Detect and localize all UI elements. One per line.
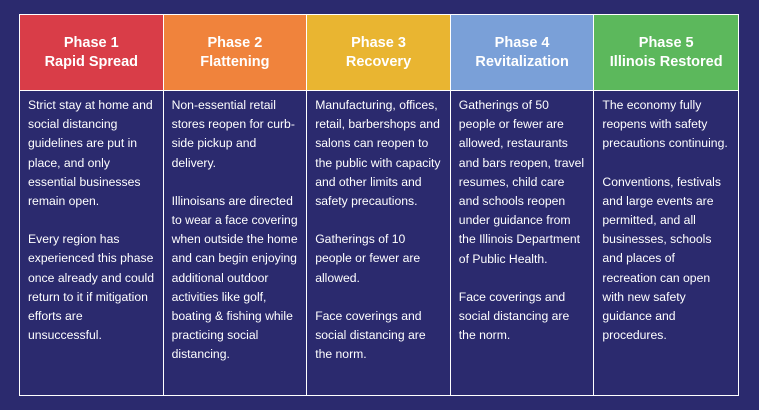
phase-3-paragraph: Manufacturing, offices, retail, barbershops and salons can reopen to the public with capacity and other limits and safety precautions.	[315, 98, 441, 209]
phase-5-subtitle: Illinois Restored	[609, 53, 723, 70]
phase-5-header	[594, 15, 738, 91]
phase-3-title: Phase 3	[351, 34, 406, 51]
phase-3-paragraph: Gatherings of 10 people or fewer are allowed.	[315, 232, 421, 285]
phase-4-paragraph: Gatherings of 50 people or fewer are allowed, restaurants and bars reopen, travel resumes, child care and schools reopen under guidance from the Illinois Department of Public Health.	[458, 98, 585, 266]
phase-1-paragraph: Every region has experienced this phase once already and could return to it if mitigation efforts are unsuccessful.	[28, 232, 155, 343]
phase-5-paragraph: The economy fully reopens with safety precautions continuing.	[602, 98, 728, 151]
phase-4-description	[451, 91, 595, 395]
phase-4-subtitle: Revitalization	[475, 53, 569, 70]
phase-3-subtitle: Recovery	[345, 53, 412, 70]
phase-4-paragraph: Face coverings and social distancing are the norm.	[458, 289, 570, 343]
phase-5-description	[594, 91, 738, 395]
phase-2-paragraph: Illinoisans are directed to wear a face covering when outside the home and can begin enjoying additional outdoor activities like golf, boating & fishing while practicing social distancing.	[171, 193, 298, 362]
phase-4-header	[451, 15, 595, 91]
phase-1-title: Phase 1	[63, 34, 119, 51]
phase-1-subtitle: Rapid Spread	[44, 53, 139, 70]
phase-3-description	[307, 91, 451, 395]
phase-3-paragraph: Face coverings and social distancing are the norm.	[315, 308, 426, 362]
phase-2-subtitle: Flattening	[200, 53, 270, 70]
phase-2-header	[164, 15, 308, 91]
phase-2-paragraph: Non-essential retail stores reopen for curb-side pickup and delivery.	[171, 98, 295, 170]
phase-1-paragraph: Strict stay at home and social distancing guidelines are put in place, and only essential businesses remain open.	[28, 98, 153, 209]
phase-1-header	[20, 15, 164, 91]
phase-2-title: Phase 2	[207, 34, 263, 51]
phase-2-description	[164, 91, 308, 395]
phase-3-header	[307, 15, 451, 91]
phase-5-paragraph: Conventions, festivals and large events are permitted, and all businesses, schools and places of recreation can open with new safety guidance and procedures.	[602, 174, 721, 343]
phase-4-title: Phase 4	[494, 34, 550, 51]
phases-table	[19, 14, 739, 396]
phase-5-title: Phase 5	[638, 34, 694, 51]
phase-1-description	[20, 91, 164, 395]
